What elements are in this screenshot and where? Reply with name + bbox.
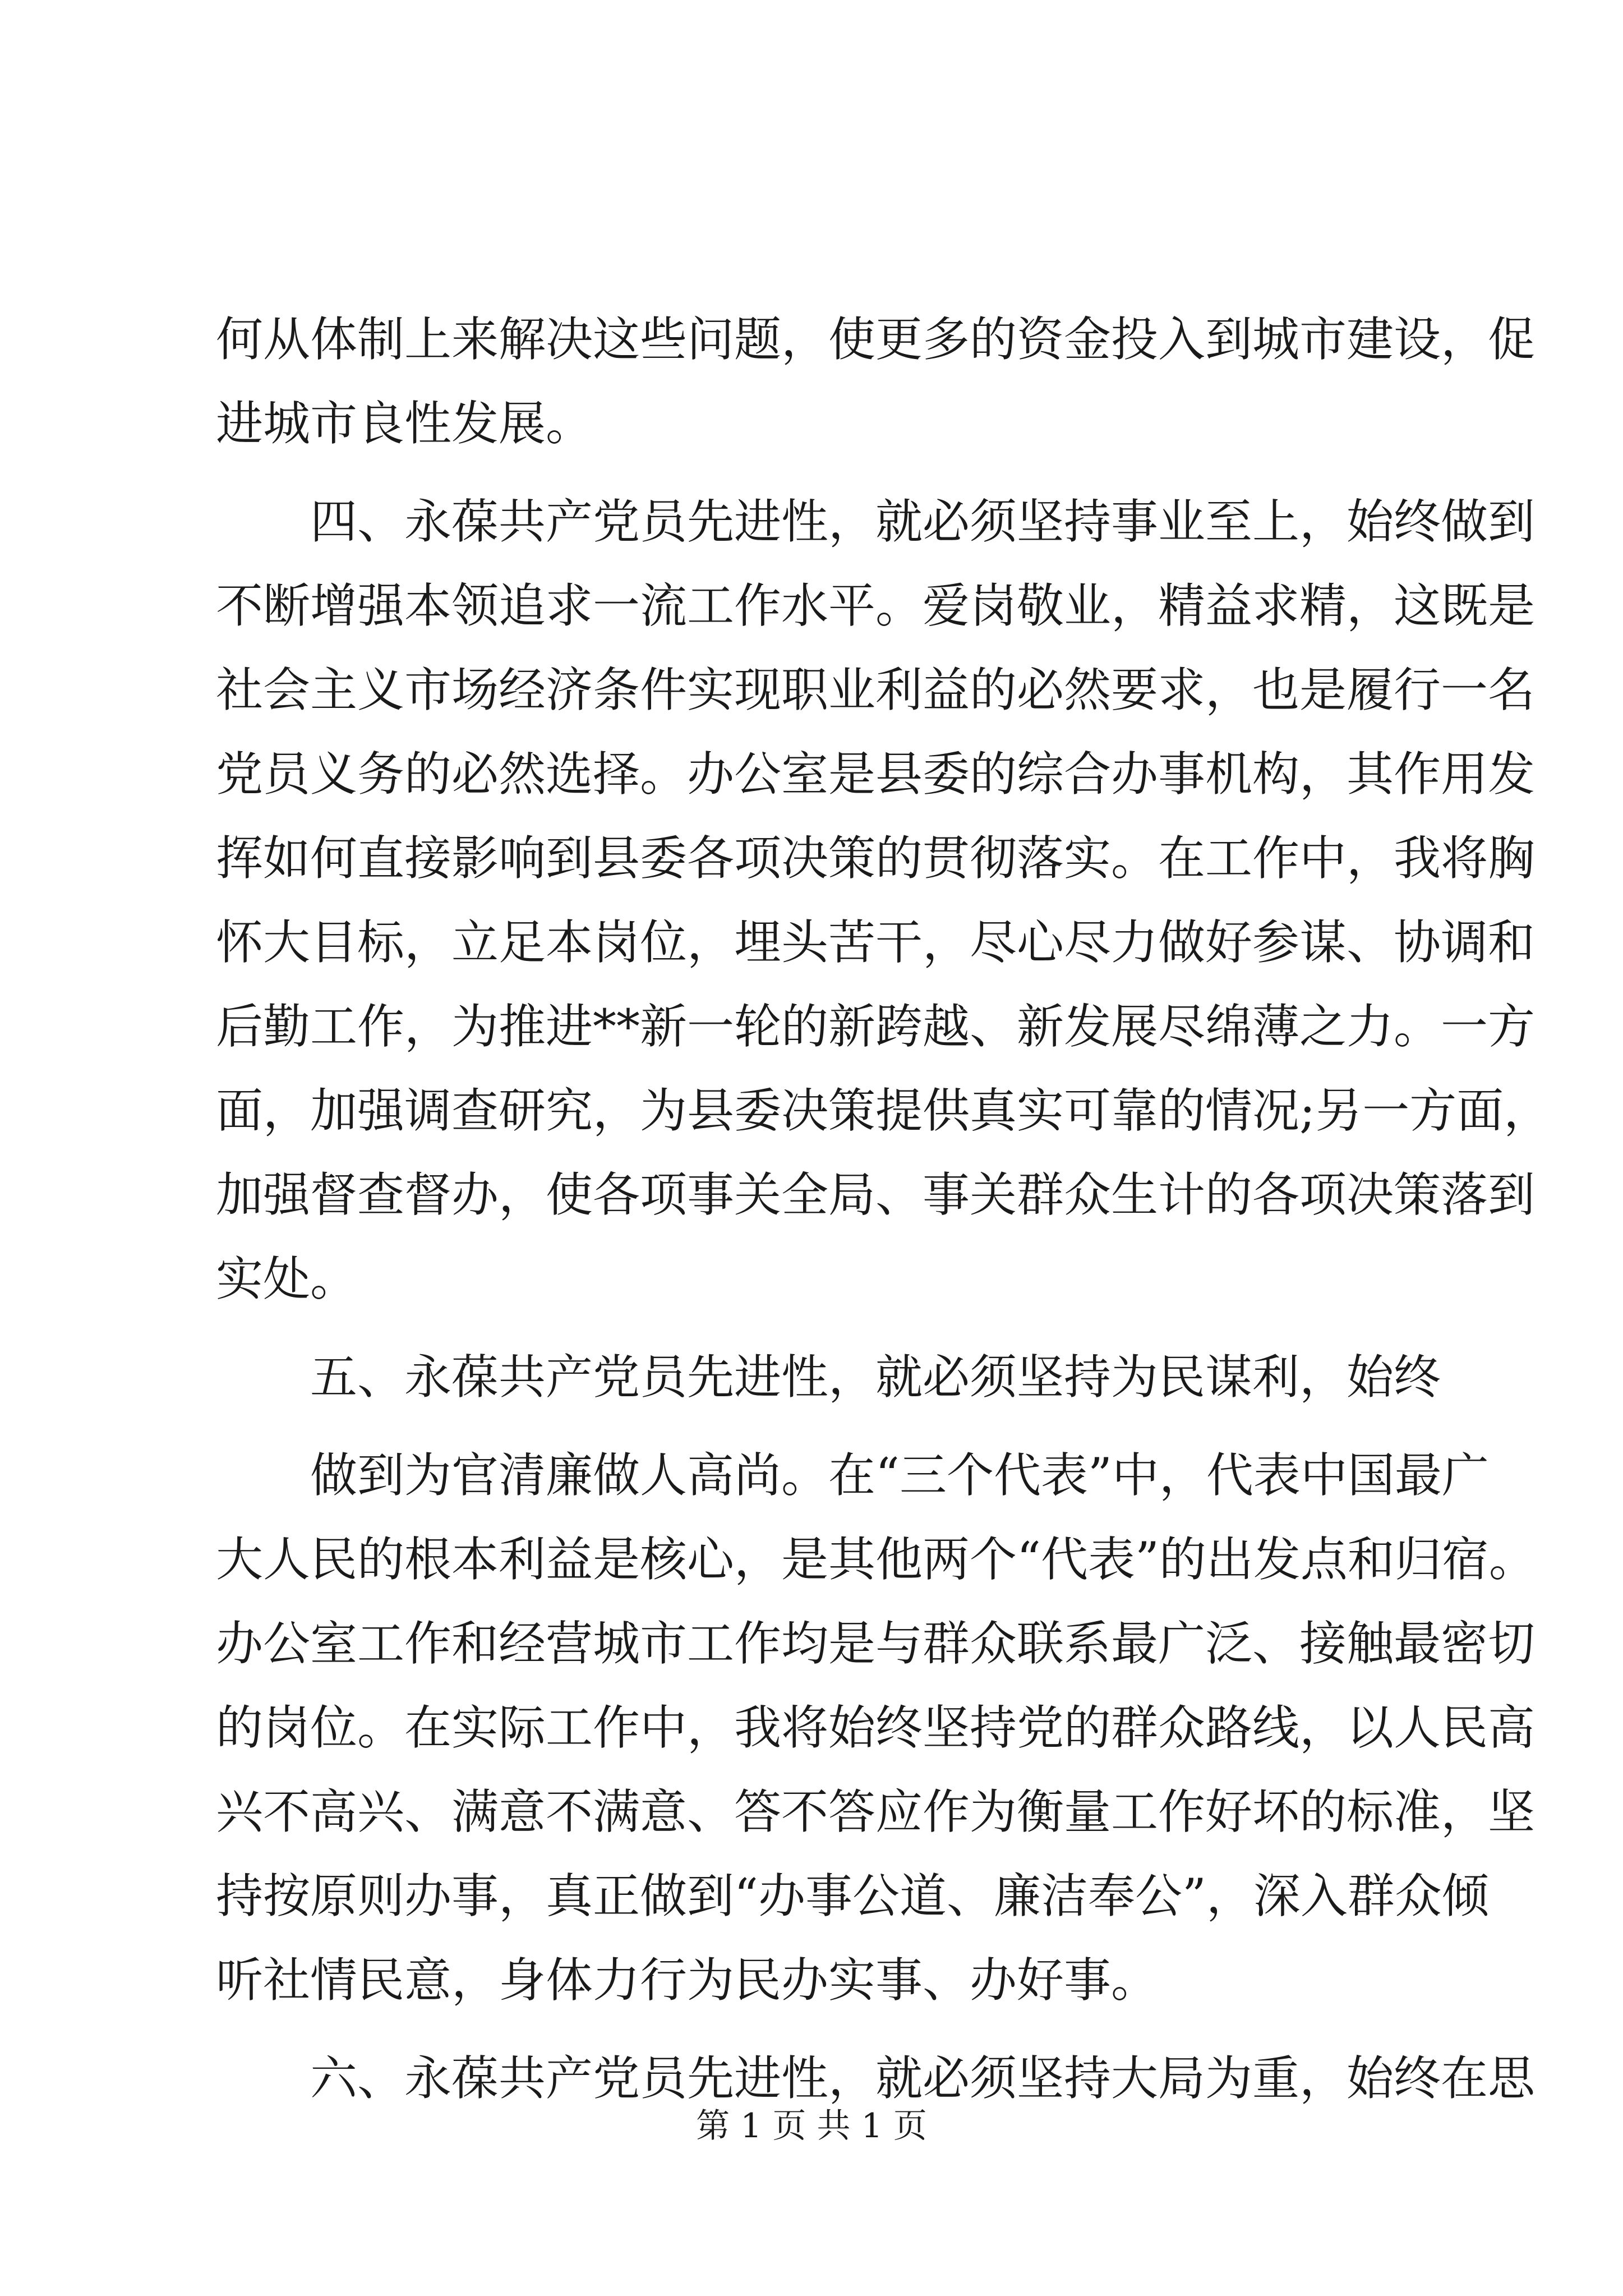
text-line: 听社情民意，身体力行为民办实事、办好事。 [216,1953,1159,2008]
text-line: 四、永葆共产党员先进性，就必须坚持事业至上，始终做到 [216,494,1536,549]
text-line: 怀大目标，立足本岗位，埋头苦干，尽心尽力做好参谋、协调和 [216,915,1536,970]
text-line: 持按原则办事，真正做到“办事公道、廉洁奉公”，深入群众倾 [216,1869,1489,1924]
text-line: 挥如何直接影响到县委各项决策的贯彻落实。在工作中，我将胸 [216,831,1536,886]
text-line: 五、永葆共产党员先进性，就必须坚持为民谋利，始终 [216,1350,1441,1405]
text-line: 不断增强本领追求一流工作水平。爱岗敬业，精益求精，这既是 [216,578,1536,633]
text-line: 办公室工作和经营城市工作均是与群众联系最广泛、接触最密切 [216,1616,1536,1671]
text-line: 实处。 [216,1251,358,1306]
text-line: 进城市良性发展。 [216,396,593,451]
text-line: 加强督查督办，使各项事关全局、事关群众生计的各项决策落到 [216,1167,1536,1222]
text-line: 做到为官清廉做人高尚。在“三个代表”中，代表中国最广 [216,1448,1489,1503]
text-line: 的岗位。在实际工作中，我将始终坚持党的群众路线，以人民高 [216,1700,1536,1755]
text-line: 六、永葆共产党员先进性，就必须坚持大局为重，始终在思 [216,2051,1536,2106]
text-line: 面，加强调查研究，为县委决策提供真实可靠的情况;另一方面， [216,1083,1551,1138]
text-line: 党员义务的必然选择。办公室是县委的综合办事机构，其作用发 [216,747,1536,802]
text-line: 后勤工作，为推进**新一轮的新跨越、新发展尽绵薄之力。一方 [216,999,1536,1054]
text-line: 兴不高兴、满意不满意、答不答应作为衡量工作好坏的标准，坚 [216,1784,1536,1839]
text-line: 社会主义市场经济条件实现职业利益的必然要求，也是履行一名 [216,662,1536,717]
page-footer: 第 1 页 共 1 页 [696,2106,927,2146]
text-line: 大人民的根本利益是核心，是其他两个“代表”的出发点和归宿。 [216,1532,1536,1587]
text-line: 何从体制上来解决这些问题，使更多的资金投入到城市建设，促 [216,312,1536,367]
